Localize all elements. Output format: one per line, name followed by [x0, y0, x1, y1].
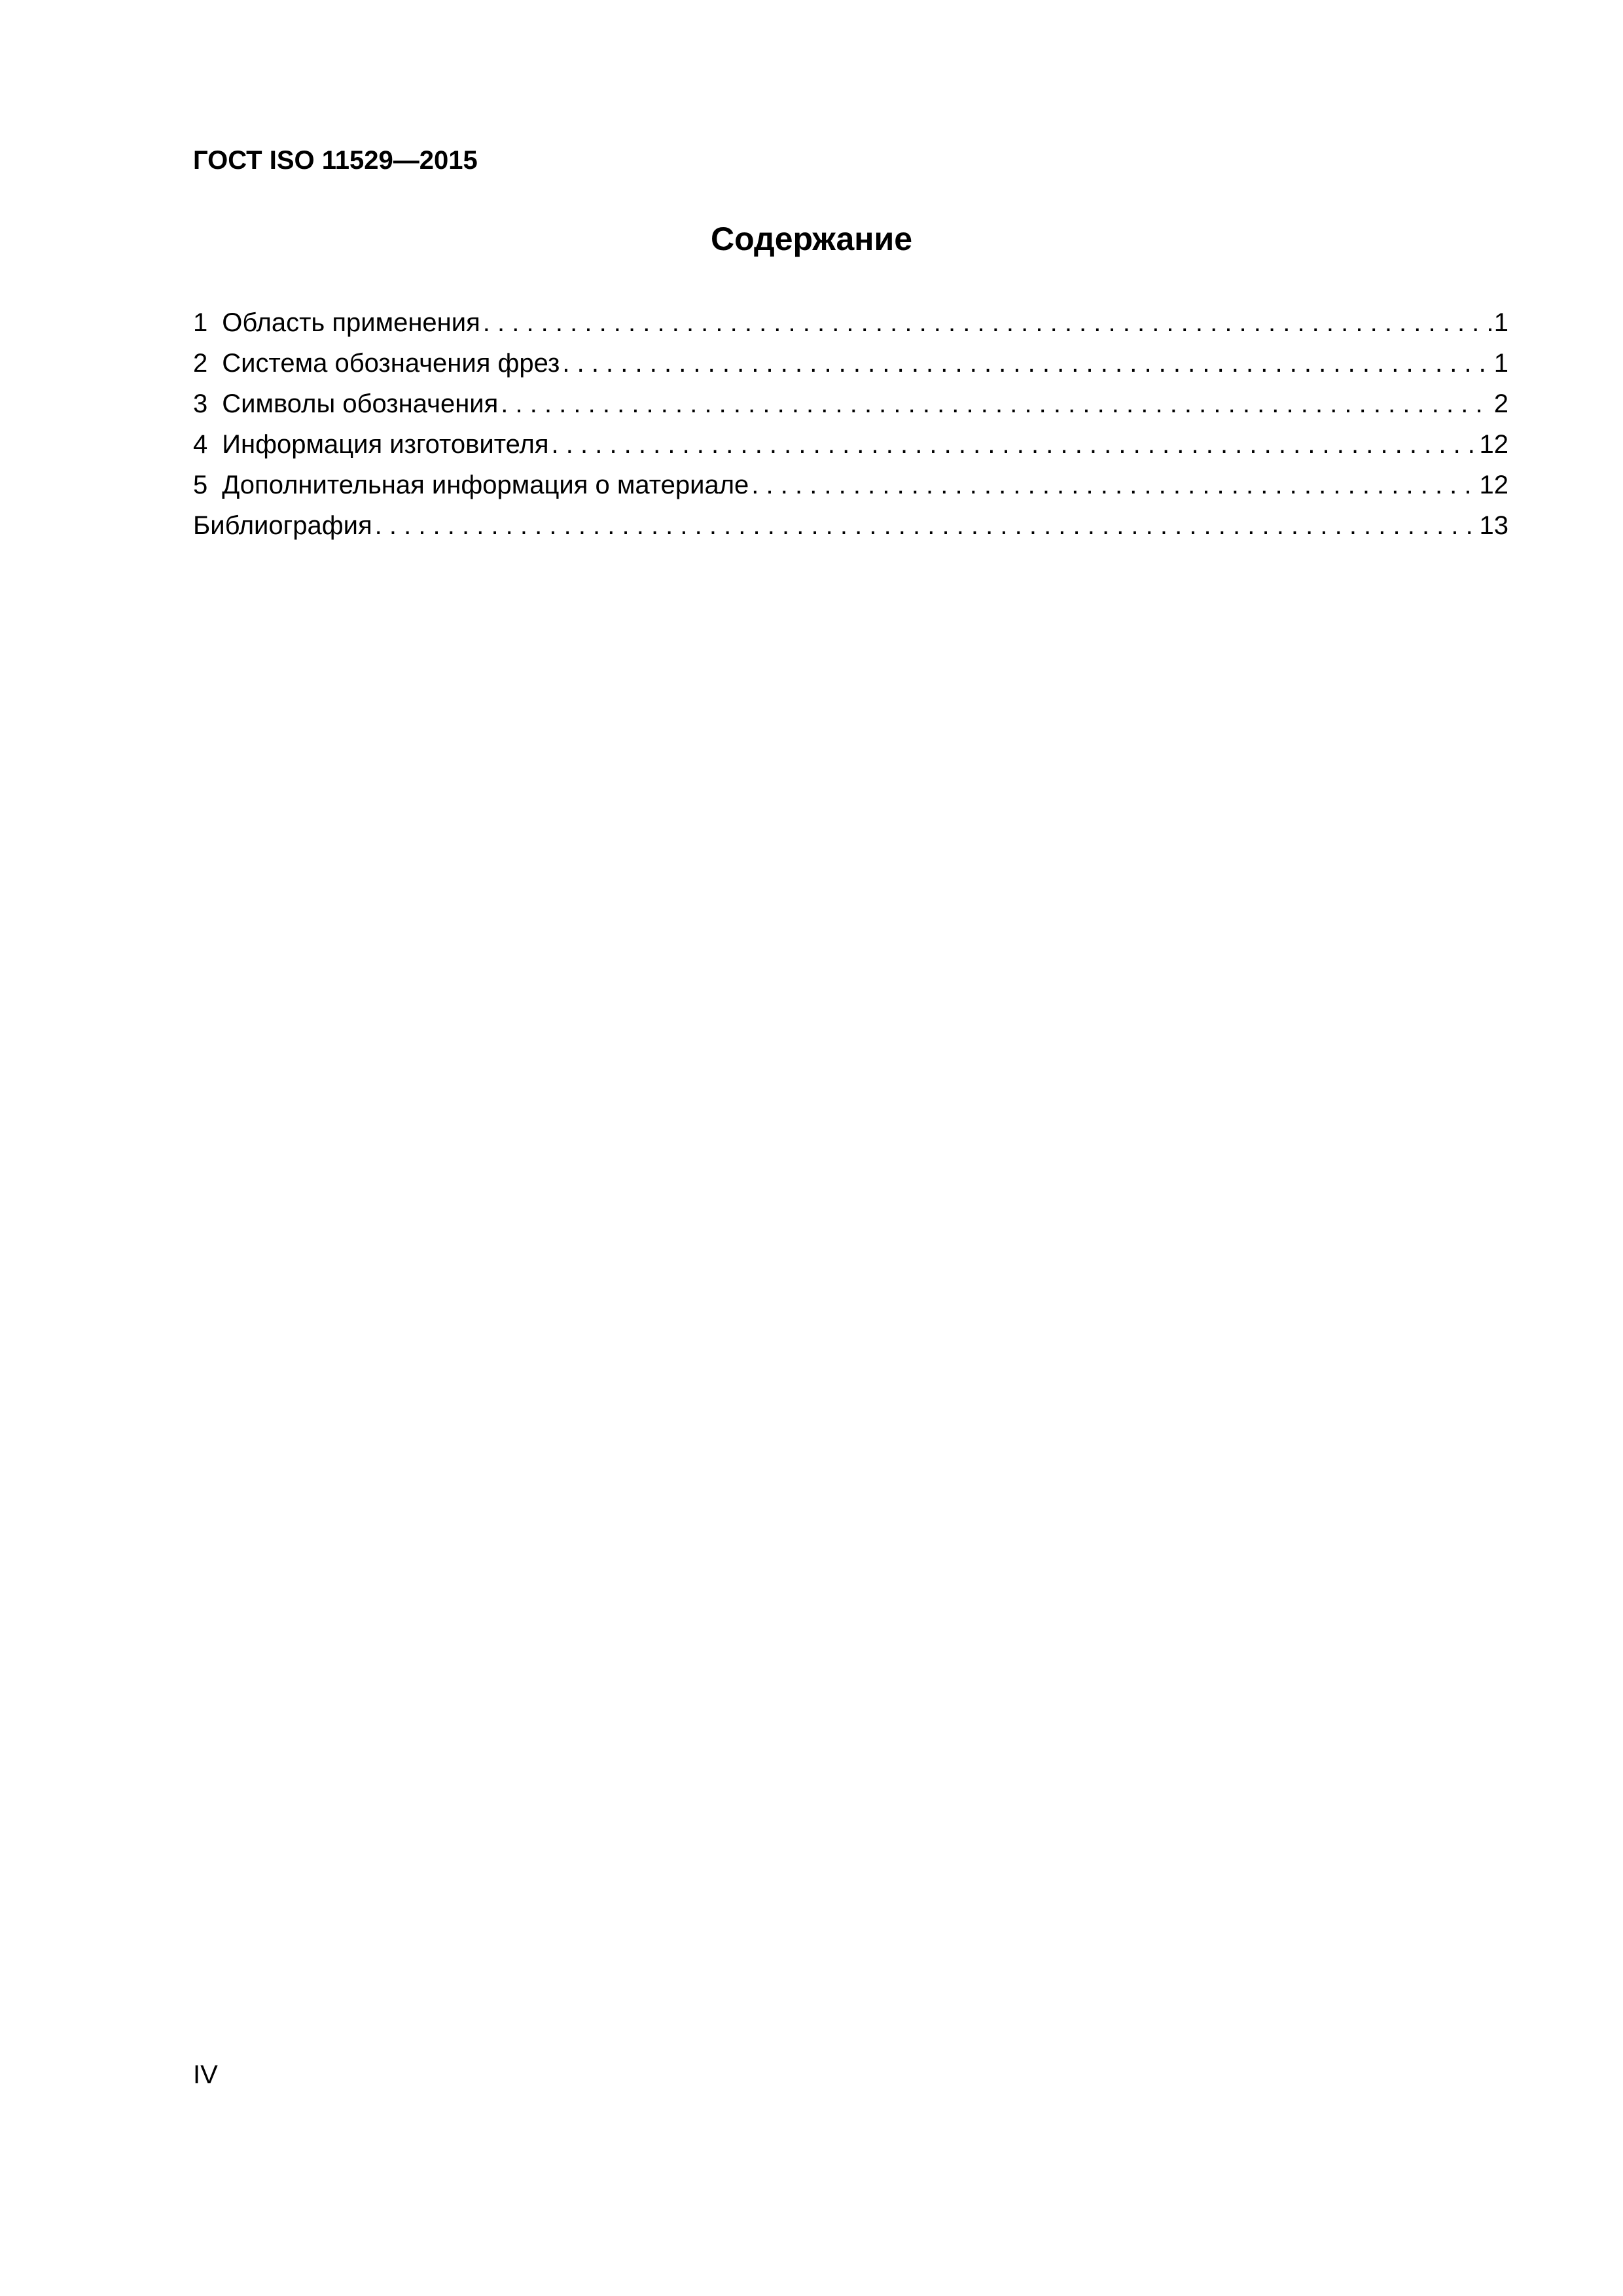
toc-dot-leader [552, 424, 1477, 465]
toc-entry-label: Библиография [193, 511, 372, 540]
toc-entry-number: 3 [193, 389, 208, 418]
toc-entry-page: 2 [1493, 389, 1508, 418]
toc-entry-page: 13 [1479, 511, 1508, 540]
toc-dot-leader [483, 302, 1491, 343]
toc-entry-number: 4 [193, 430, 208, 459]
toc-entry-scope[interactable] [193, 302, 1508, 343]
toc-entry-label: Дополнительная информация о материале [222, 471, 749, 499]
toc-dot-leader [751, 465, 1476, 505]
toc-entry-page: 1 [1493, 349, 1508, 378]
toc-entry-number: 1 [193, 308, 208, 337]
toc-entry-number: 2 [193, 349, 208, 378]
toc-entry-label: Символы обозначения [222, 389, 499, 418]
toc-entry-manufacturer-info[interactable] [193, 424, 1508, 465]
page-number: IV [193, 2060, 218, 2089]
toc-entry-label: Система обозначения фрез [222, 349, 560, 378]
document-code: ГОСТ ISO 11529—2015 [193, 146, 478, 175]
toc-entry-bibliography[interactable] [193, 505, 1508, 546]
toc-entry-number: 5 [193, 471, 208, 499]
toc-entry-page: 12 [1479, 471, 1508, 499]
table-of-contents [193, 302, 1508, 546]
toc-dot-leader [375, 505, 1477, 546]
toc-entry-page: 12 [1479, 430, 1508, 459]
toc-dot-leader [562, 343, 1491, 384]
toc-entry-page: 1 [1493, 308, 1508, 337]
toc-dot-leader [501, 384, 1491, 424]
toc-entry-material-info[interactable] [193, 465, 1508, 505]
toc-entry-designation-system[interactable] [193, 343, 1508, 384]
toc-entry-designation-symbols[interactable] [193, 384, 1508, 424]
toc-entry-label: Информация изготовителя [222, 430, 549, 459]
toc-title: Содержание [710, 221, 913, 257]
toc-entry-label: Область применения [222, 308, 480, 337]
